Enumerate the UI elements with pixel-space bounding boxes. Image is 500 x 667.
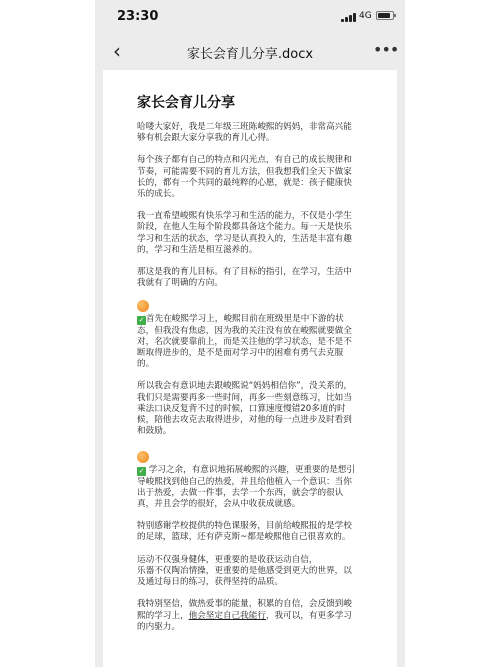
phone-screen [95, 0, 405, 667]
paragraph [137, 555, 359, 589]
paragraph: 每个孩子都有自己的特点和闪光点，有自己的成长规律和节奏，可能需要不同的育儿方法，但我想我们全天下做家长的，都有一个共同的最纯粹的心愿，就是：孩子健康快乐的成长。 [137, 155, 352, 200]
underlined-text: 他会坚定自己我能行 [188, 610, 266, 621]
more-dots-icon[interactable]: ••• [373, 40, 399, 59]
signal-icon [341, 12, 357, 22]
line: 乐器不仅陶冶情操，更重要的是他感受到更大的世界，以及通过每日的练习，获得坚持的品质。 [137, 565, 352, 588]
section-paragraph [137, 465, 359, 510]
section-text: 学习之余，有意识地拓展峻熙的兴趣，更重要的是想引导峻熙找到他自己的热爱，并且给他植入一个意识：当你出于热爱，去做一件事，去学一个东西，就会学的很认真，并且会学的很好，会从中收获成就感。 [137, 465, 355, 510]
paragraph: 哈喽大家好，我是二年级三班陈峻熙的妈妈，非常高兴能够有机会跟大家分享我的育儿心得。 [137, 122, 352, 144]
document-body [137, 94, 359, 644]
section-paragraph [137, 314, 359, 370]
network-type: 4G [359, 11, 372, 21]
document-heading: 家长会育儿分享 [137, 95, 235, 111]
orange-circle-icon [137, 451, 149, 463]
check-mark-icon: ✓ [138, 316, 145, 325]
paragraph: 特别感谢学校提供的特色课服务，目前给峻熙报的是学校的足球，篮球，还有萨克斯~都是峻熙他自己很喜欢的。 [137, 521, 352, 543]
clock: 23:30 [117, 9, 159, 24]
document-page[interactable] [103, 70, 397, 667]
line: 运动不仅强身健体，更重要的是收获运动自信， [137, 554, 318, 565]
status-bar [95, 0, 405, 34]
document-title: 家长会育儿分享.docx [186, 47, 314, 62]
paragraph: 所以我会有意识地去跟峻熙说“妈妈相信你”，没关系的，我们只是需要再多一些时间，再多一些刻意练习，比如当乘法口诀反复背不过的时候，口算速度慢错20多道的时候，陪他去攻克去取得进步，对他的每一点进步及时看到和鼓励。 [137, 381, 353, 437]
battery-icon [376, 11, 394, 20]
chevron-left-icon[interactable]: ‹ [113, 39, 121, 63]
closing-paragraph: 我特别坚信，做热爱事的能量，积累的自信，会反馈到峻熙的学习上，他会坚定自己我能行，我可以，有更多学习的内驱力。 [137, 599, 352, 632]
paragraph: 那这是我的育儿目标。有了目标的指引，在学习，生活中我就有了明确的方向。 [137, 267, 352, 289]
nav-bar [95, 34, 405, 70]
paragraph: 我一直希望峻熙有快乐学习和生活的能力，不仅是小学生阶段，在他人生每个阶段都具备这个能力。每一天是快乐学习和生活的状态，学习是认真投入的，生活是丰富有趣的，学习和生活是相互滋养的。 [137, 211, 352, 255]
section-text: 首先在峻熙学习上，峻熙目前在班级里是中下游的状态，但我没有焦虑，因为我的关注没有放在峻熙就要做全对，名次就要靠前上，而是关注他的学习状态，是不是不断取得进步的，是不是面对学习中的困难有勇气去克服的。 [137, 314, 352, 370]
battery-level [378, 13, 390, 18]
check-mark-icon: ✓ [138, 467, 145, 476]
orange-circle-icon [137, 300, 149, 312]
